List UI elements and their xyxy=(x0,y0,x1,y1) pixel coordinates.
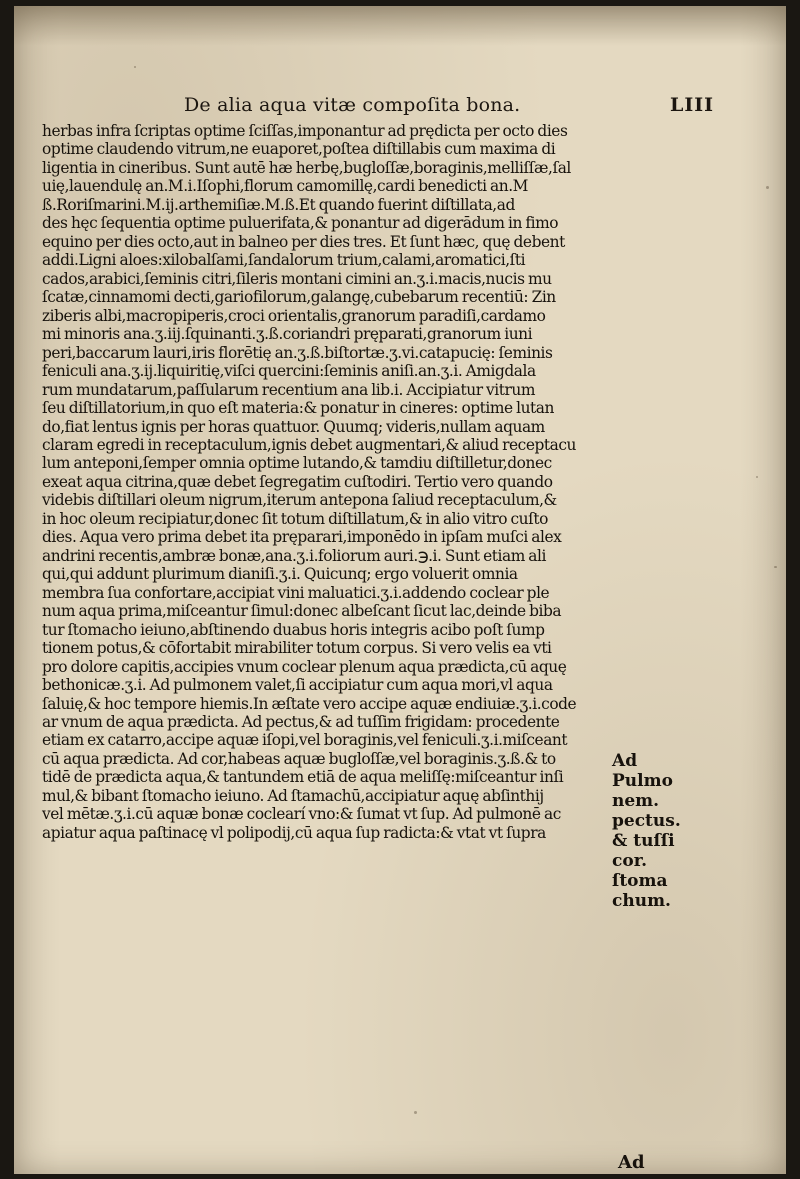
text-line: andrini recentis,ambræ bonæ,ana.ʒ.i.foliorum auri.℈.i. Sunt etiam ali xyxy=(42,546,546,565)
margin-note-line: ſtoma xyxy=(612,871,668,891)
margin-note-line: cor. xyxy=(612,851,648,871)
text-line: lum anteponi,ſemper omnia optime lutando,& tamdiu diſtilletur,donec xyxy=(42,454,552,473)
paper-speck xyxy=(766,186,769,189)
text-line: membra ſua confortare,accipiat vini maluatici.ʒ.i.addendo coclear ple xyxy=(42,583,550,602)
text-line: cū aqua prædicta. Ad cor,habeas aquæ bugloſſæ,vel boraginis.ʒ.ß.& to xyxy=(42,749,556,768)
text-line: ſcatæ,cinnamomi decti,gariofilorum,galangę,cubebarum recentiū: Zin xyxy=(42,288,556,307)
text-line: apiatur aqua paſtinacę vl polipodij,cū aqua ſup radicta:& vtat vt ſupra xyxy=(42,823,546,842)
text-line: vel mētæ.ʒ.i.cū aquæ bonæ coclearí vno:& ſumat vt ſup. Ad pulmonē ac xyxy=(42,805,561,824)
text-line: videbis diſtillari oleum nigrum,iterum antepona ſaliud receptaculum,& xyxy=(42,491,557,510)
text-line: uię,lauendulę an.M.i.Iſophi,florum camomillę,cardi benedicti an.M xyxy=(42,177,528,196)
text-line: in hoc oleum recipiatur,donec ſit totum diſtillatum,& in alio vitro cuſto xyxy=(42,509,548,528)
text-line: tur ſtomacho ieiuno,abſtinendo duabus horis integris acibo poſt ſump xyxy=(42,620,545,639)
text-line: ſeu diſtillatorium,in quo eſt materia:& ponatur in cineres: optime lutan xyxy=(42,399,554,418)
text-line: feniculi ana.ʒ.ij.liquiritię,viſci quercini:ſeminis aniſi.an.ʒ.i. Amigdala xyxy=(42,362,536,381)
text-line: mul,& bibant ſtomacho ieiuno. Ad ſtamachū,accipiatur aquę abſinthij xyxy=(42,786,544,805)
margin-note-line: pectus. xyxy=(612,811,681,831)
paper-speck xyxy=(414,1111,417,1114)
margin-note-line: nem. xyxy=(612,791,660,811)
text-line: ar vnum de aqua prædicta. Ad pectus,& ad tuſſim frigidam: procedente xyxy=(42,713,560,731)
text-line: etiam ex catarro,accipe aquæ iſopi,vel boraginis,vel feniculi.ʒ.i.miſceant xyxy=(42,731,568,750)
text-line: claram egredi in receptaculum,ignis debet augmentari,& aliud receptacu xyxy=(42,435,577,454)
text-line: qui,qui addunt plurimum dianiſi.ʒ.i. Quicunq; ergo voluerit omnia xyxy=(42,565,518,584)
text-line: peri,baccarum lauri,iris florētię an.ʒ.ß.biſtortæ.ʒ.vi.catapucię: ſeminis xyxy=(42,343,553,362)
text-line: rum mundatarum,paſſularum recentium ana lib.i. Accipiatur vitrum xyxy=(42,380,536,399)
text-line: ligentia in cineribus. Sunt autē hæ herbę,bugloſſæ,boraginis,melliſſæ,ſal xyxy=(42,158,571,177)
text-line: exeat aqua citrina,quæ debet ſegregatim cuſtodiri. Tertio vero quando xyxy=(42,472,553,491)
paper-speck xyxy=(134,66,136,68)
page-top-edge-shadow xyxy=(14,6,786,46)
body-text xyxy=(42,122,642,842)
margin-note-line: & tuſſi xyxy=(612,831,675,851)
paper-speck xyxy=(774,566,777,568)
text-line: addi.Ligni aloes:xilobalſami,ſandalorum trium,calami,aromatici,ſti xyxy=(42,251,526,270)
text-line: tionem potus,& cōfortabit mirabiliter totum corpus. Si vero velis ea vti xyxy=(42,639,552,658)
paper-speck xyxy=(756,476,758,478)
text-line: mi minoris ana.ʒ.iij.ſquinanti.ʒ.ß.coriandri pręparati,granorum iuni xyxy=(42,325,533,344)
catchword: Ad xyxy=(618,1152,645,1173)
text-line: ziberis albi,macropiperis,croci orientalis,granorum paradiſi,cardamo xyxy=(42,306,546,325)
page-header xyxy=(74,94,714,118)
margin-note-line: chum. xyxy=(612,891,671,911)
running-head: De alia aqua vitæ compoſita bona. xyxy=(184,94,521,116)
book-page xyxy=(14,6,786,1174)
text-line: equino per dies octo,aut in balneo per dies tres. Et ſunt hæc, quę debent xyxy=(42,232,565,251)
text-line: herbas infra ſcriptas optime ſciſſas,imponantur ad prędicta per octo dies xyxy=(42,122,568,140)
folio-number: LIII xyxy=(669,94,714,116)
text-line: do,fiat lentus ignis per horas quattuor. Quumq; videris,nullam aquam xyxy=(42,417,545,436)
text-line: optime claudendo vitrum,ne euaporet,poſtea diſtillabis cum maxima di xyxy=(42,140,556,159)
margin-note-line: Ad xyxy=(612,751,638,771)
margin-note xyxy=(612,751,684,911)
text-line: ſaluię,& hoc tempore hiemis.In æſtate vero accipe aquæ endiuiæ.ʒ.i.code xyxy=(42,694,577,713)
text-line: des hęc ſequentia optime puluerifata,& ponantur ad digerādum in fimo xyxy=(42,214,559,233)
text-line: num aqua prima,miſceantur ſimul:donec albeſcant ſicut lac,deinde biba xyxy=(42,602,562,621)
text-line: tidē de prædicta aqua,& tantundem etiā de aqua meliſſę:miſceantur inſi xyxy=(42,768,564,787)
margin-note-line: Pulmo xyxy=(612,771,673,791)
text-line: bethonicæ.ʒ.i. Ad pulmonem valet,ſi accipiatur cum aqua mori,vl aqua xyxy=(42,676,553,695)
text-line: cados,arabici,ſeminis citri,ſileris montani cimini an.ʒ.i.macis,nucis mu xyxy=(42,269,552,288)
text-line: dies. Aqua vero prima debet ita pręparari,imponēdo in ipſam muſci alex xyxy=(42,528,562,547)
text-line: pro dolore capitis,accipies vnum coclear plenum aqua prædicta,cū aquę xyxy=(42,657,567,676)
text-line: ß.Roriſmarini.M.ij.arthemiſiæ.M.ß.Et quando fuerint diſtillata,ad xyxy=(42,195,515,214)
